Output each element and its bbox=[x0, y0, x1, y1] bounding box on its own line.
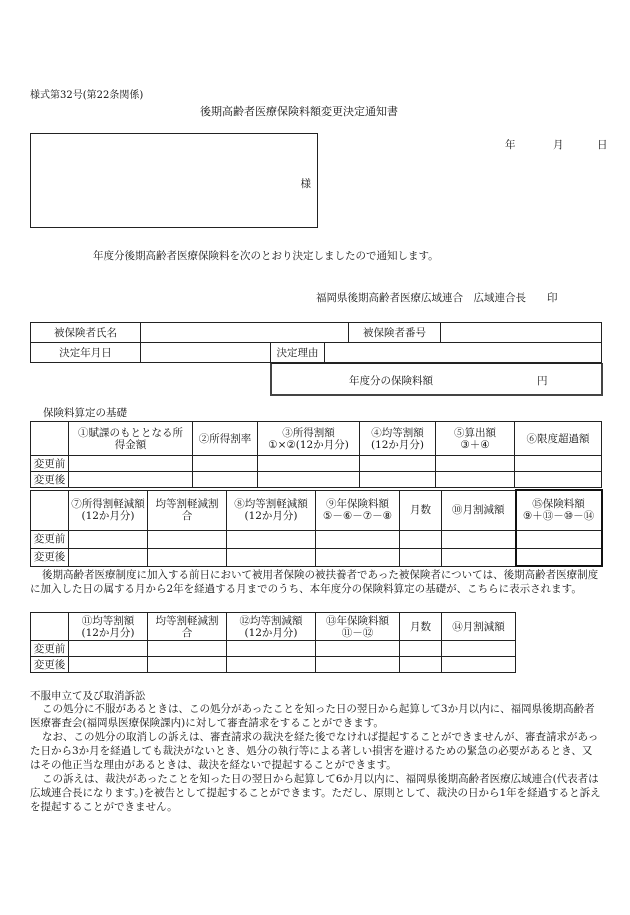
calc2-corner bbox=[31, 490, 69, 530]
annual-premium-box bbox=[270, 363, 603, 396]
insured-info-table bbox=[30, 322, 602, 363]
calc3-header-per-capita: ⑪均等割額 (12か月分) bbox=[69, 613, 148, 641]
calc3-row-label: 変更後 bbox=[31, 657, 69, 673]
calc-table-3 bbox=[30, 612, 516, 673]
appeal-title: 不服申立て及び取消訴訟 bbox=[30, 690, 146, 702]
intro-text: 年度分後期高齢者医療保険料を次のとおり決定しましたので通知します。 bbox=[93, 250, 439, 262]
decision-date-label: 決定年月日 bbox=[31, 343, 141, 363]
recipient-address-box bbox=[30, 133, 318, 228]
appeal-paragraph-1: この処分に不服があるときは、この処分があったことを知った日の翌日から起算して3か月以内に、福岡県後期高齢者医療審査会(福岡県医療保険課内)に対して審査請求をすることができます。 bbox=[30, 703, 595, 729]
decision-reason-value bbox=[325, 343, 602, 363]
calc3-header-per-capita-reduction: ⑫均等割減額 (12か月分) bbox=[227, 613, 316, 641]
appeal-paragraph-2: なお、この処分の取消しの訴えは、審査請求の裁決を経た後でなければ提起することができませんが、審査請求があった日から3か月を経過しても裁決がないとき、処分の執行等による著しい損害を避けるための緊急の必要があるとき、又はその他正当な理由があるときは、裁決を経ないで提起することができます。 bbox=[30, 731, 599, 771]
calc3-header-monthly-reduction: ⑭月割減額 bbox=[442, 613, 516, 641]
calc3-corner bbox=[31, 613, 69, 641]
insured-number-label: 被保険者番号 bbox=[349, 323, 441, 343]
calc2-header-per-capita-reduction: ⑧均等割軽減額 (12か月分) bbox=[227, 490, 316, 530]
calc2-row-label: 変更後 bbox=[31, 548, 69, 566]
recipient-suffix: 様 bbox=[300, 178, 311, 190]
document-title: 後期高齢者医療保険料額変更決定通知書 bbox=[200, 105, 398, 118]
calc-table-2 bbox=[30, 489, 603, 567]
calc3-row-label: 変更前 bbox=[31, 641, 69, 657]
decision-date-value bbox=[141, 343, 271, 363]
calc2-header-monthly-reduction: ⑩月割減額 bbox=[442, 490, 516, 530]
calc1-row-label: 変更後 bbox=[31, 472, 69, 488]
decision-reason-label: 決定理由 bbox=[271, 343, 325, 363]
calc3-header-annual-premium: ⑬年保険料額 ⑪－⑫ bbox=[316, 613, 400, 641]
calc1-header-per-capita: ④均等割額 (12か月分) bbox=[360, 422, 436, 456]
calc1-row-label: 変更前 bbox=[31, 456, 69, 472]
calc-table-1 bbox=[30, 421, 602, 488]
date-day: 日 bbox=[597, 139, 608, 151]
calc2-header-annual-premium: ⑨年保険料額 ⑤－⑥－⑦－⑧ bbox=[316, 490, 400, 530]
calc1-header-income-levy: ③所得割額 ①×②(12か月分) bbox=[258, 422, 360, 456]
calc1-header-income: ①賦課のもととなる所得金額 bbox=[69, 422, 193, 456]
calc3-header-months: 月数 bbox=[400, 613, 442, 641]
appeal-paragraph-3: この訴えは、裁決があったことを知った日の翌日から起算して6か月以内に、福岡県後期高齢者医療広域連合(代表者は広域連合長になります。)を被告として提起することができます。ただし、原則として、裁決の日から1年を経過すると訴えを提起することができません。 bbox=[30, 773, 601, 813]
calc2-header-reduction-rate: 均等割軽減割合 bbox=[148, 490, 227, 530]
form-number: 様式第32号(第22条関係) bbox=[30, 90, 144, 101]
annual-premium-label: 年度分の保険料額 bbox=[349, 375, 433, 387]
calc1-header-computed: ⑤算出額 ③＋④ bbox=[436, 422, 515, 456]
insured-name-value bbox=[141, 323, 349, 343]
yen-unit: 円 bbox=[537, 375, 548, 387]
calc-section-title: 保険料算定の基礎 bbox=[43, 407, 127, 419]
insured-name-label: 被保険者氏名 bbox=[31, 323, 141, 343]
calc1-header-rate: ②所得割率 bbox=[193, 422, 258, 456]
calc2-header-income-reduction: ⑦所得割軽減額 (12か月分) bbox=[69, 490, 148, 530]
calc2-row-label: 変更前 bbox=[31, 530, 69, 548]
calc3-header-reduction-rate: 均等割軽減割合 bbox=[148, 613, 227, 641]
date-year: 年 bbox=[505, 139, 516, 151]
insured-number-value bbox=[441, 323, 602, 343]
calc2-header-premium-amount: ⑮保険料額 ⑨＋⑬－⑩－⑭ bbox=[516, 490, 602, 530]
issuer-line: 福岡県後期高齢者医療広域連合 広域連合長 印 bbox=[316, 292, 558, 304]
dependent-note: 後期高齢者医療制度に加入する前日において被用者保険の被扶養者であった被保険者については、後期高齢者医療制度に加入した日の属する月から2年を経過する月までのうち、本年度分の保険料算定の基礎が、こちらに表示されます。 bbox=[30, 569, 599, 595]
calc2-header-months: 月数 bbox=[400, 490, 442, 530]
calc1-corner bbox=[31, 422, 69, 456]
date-month: 月 bbox=[553, 139, 564, 151]
calc1-header-excess: ⑥限度超過額 bbox=[515, 422, 602, 456]
